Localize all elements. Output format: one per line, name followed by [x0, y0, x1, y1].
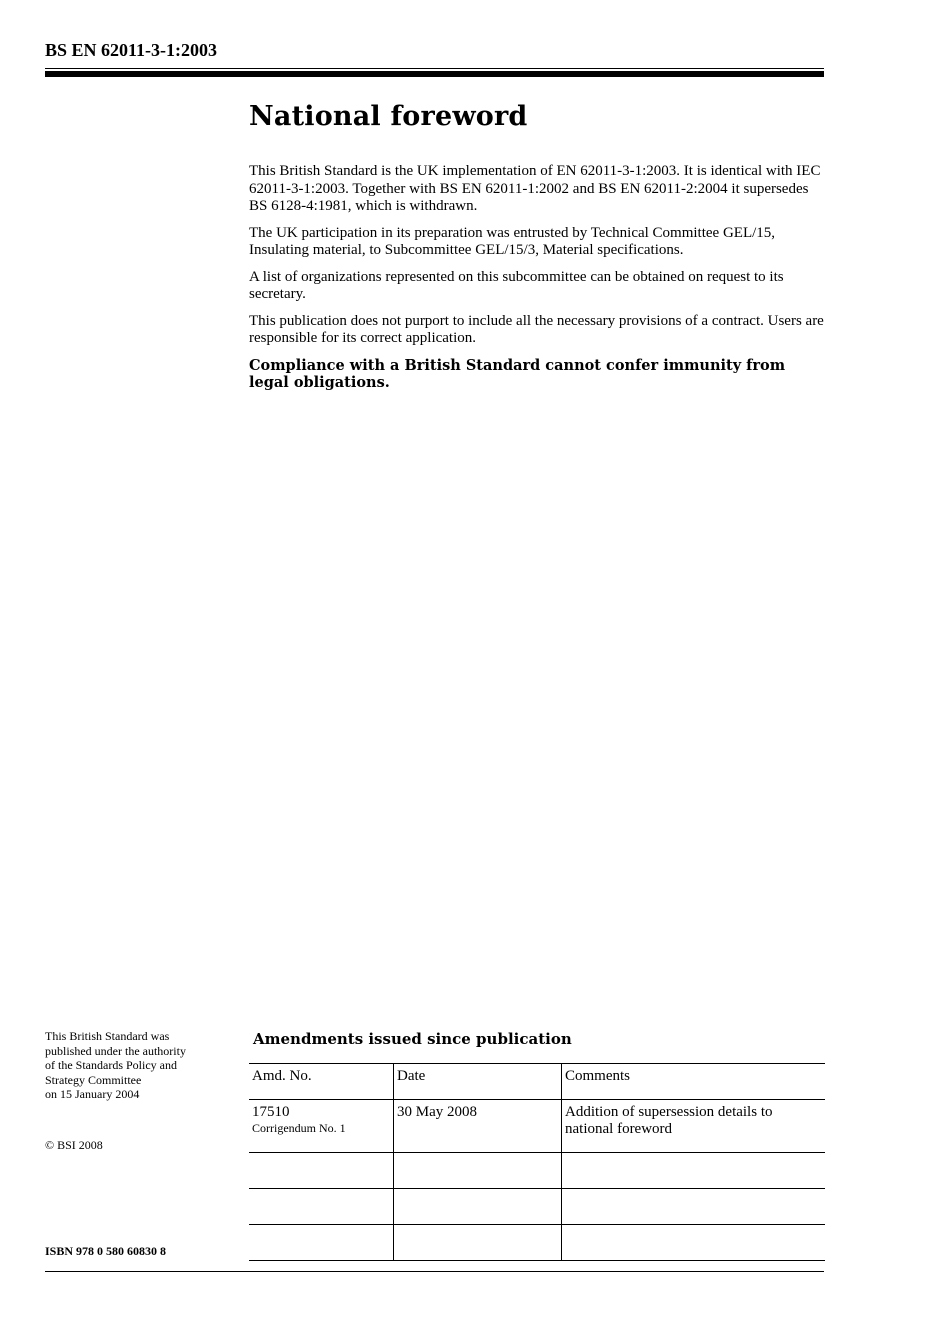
publication-note — [45, 1029, 235, 1102]
table-row — [249, 1100, 825, 1153]
page-title: National foreword — [249, 101, 528, 132]
paragraph-provisions: This publication does not purport to include all the necessary provisions of a contract. Users are responsible for its correct application. — [249, 312, 824, 346]
paragraph-organizations: A list of organizations represented on this subcommittee can be obtained on request to its secretary. — [249, 268, 784, 302]
date-cell: 30 May 2008 — [394, 1100, 562, 1153]
header-rule-thick — [45, 71, 824, 77]
isbn: ISBN 978 0 580 60830 8 — [45, 1244, 167, 1258]
publication-note-line: This British Standard was — [45, 1029, 170, 1043]
column-header-comments: Comments — [562, 1064, 826, 1100]
paragraph-participation: The UK participation in its preparation was entrusted by Technical Committee GEL/15, Insulating material, to Subcommittee GEL/15/3, Material specifications. — [249, 224, 776, 258]
column-header-amd-no: Amd. No. — [249, 1064, 394, 1100]
table-row — [249, 1153, 825, 1189]
copyright-notice: © BSI 2008 — [45, 1138, 103, 1152]
table-row — [249, 1225, 825, 1261]
publication-note-line: Strategy Committee — [45, 1072, 142, 1087]
amd-corrigendum: Corrigendum No. 1 — [252, 1121, 346, 1135]
amd-no-cell — [249, 1100, 394, 1153]
publication-note-line: of the Standards Policy and — [45, 1058, 177, 1072]
foreword-body — [249, 163, 829, 401]
table-row — [249, 1189, 825, 1225]
header-rule-thin — [45, 68, 824, 69]
publication-note-line: on 15 January 2004 — [45, 1087, 140, 1101]
footer-rule — [45, 1271, 824, 1272]
paragraph-implementation: This British Standard is the UK implementation of EN 62011-3-1:2003. It is identical with IEC 62011-3-1:2003. Together with BS EN 62011-1:2002 and BS EN 62011-2:2004 it supersedes BS 6128-4:1981, which is withdrawn. — [249, 163, 821, 214]
amendments-table — [249, 1063, 825, 1261]
amd-number: 17510 — [252, 1104, 290, 1120]
column-header-date: Date — [394, 1064, 562, 1100]
comments-cell: Addition of supersession details to national foreword — [562, 1100, 826, 1153]
compliance-statement: Compliance with a British Standard cannot confer immunity from legal obligations. — [249, 356, 786, 391]
table-header-row — [249, 1064, 825, 1100]
amendments-title: Amendments issued since publication — [253, 1030, 572, 1048]
publication-note-line: published under the authority — [45, 1043, 186, 1058]
document-id: BS EN 62011-3-1:2003 — [45, 40, 218, 60]
